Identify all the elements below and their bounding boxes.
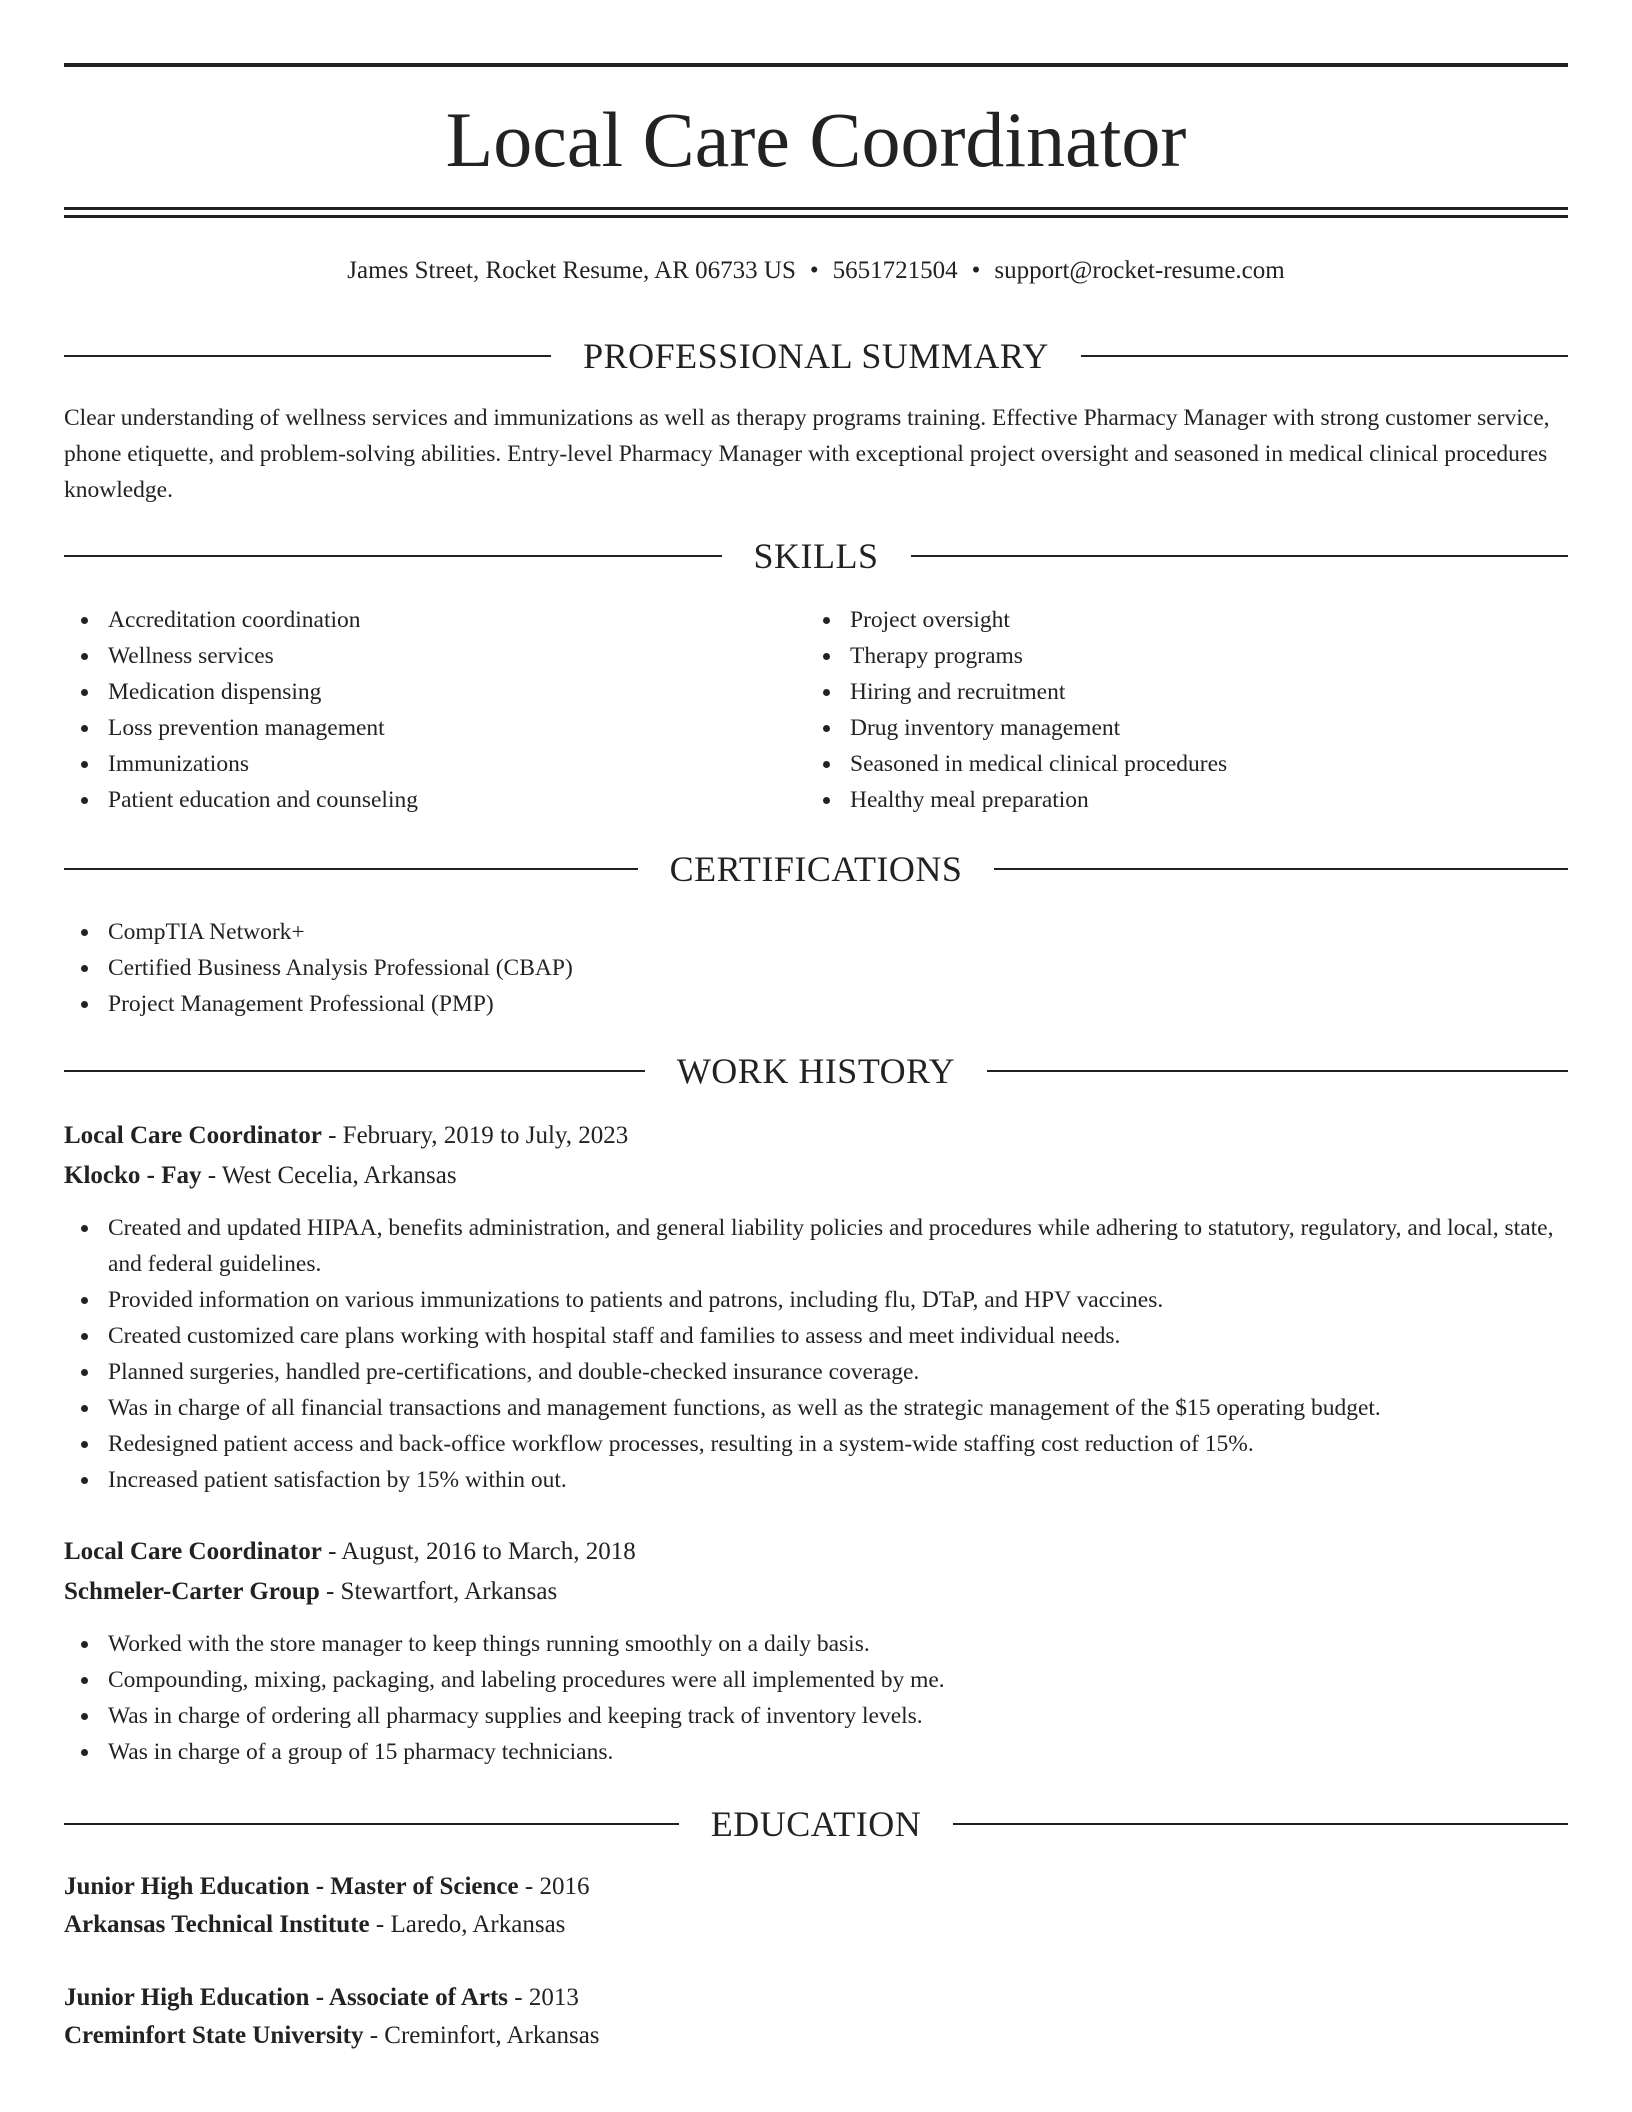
skill-item: Drug inventory management <box>806 710 1566 746</box>
skills-list-right <box>806 602 1566 818</box>
section-title: WORK HISTORY <box>676 1051 956 1091</box>
resume-name: Local Care Coordinator <box>445 96 1187 183</box>
skill-item: Seasoned in medical clinical procedures <box>806 746 1566 782</box>
heading-rule <box>953 1823 1568 1825</box>
education-degree-line <box>64 1978 579 2018</box>
skill-item: Immunizations <box>64 746 764 782</box>
education-school-line <box>64 1905 565 1945</box>
header-bottom-rule <box>64 207 1568 210</box>
job-dates: - February, 2019 to July, 2023 <box>321 1122 629 1149</box>
job-duty-item: Worked with the store manager to keep things running smoothly on a daily basis. <box>64 1626 1568 1662</box>
skill-item: Patient education and counseling <box>64 782 764 818</box>
contact-email: support@rocket-resume.com <box>994 257 1285 284</box>
section-heading-work-history <box>64 1051 1568 1091</box>
education-school: Creminfort State University <box>64 2022 364 2049</box>
education-degree-line <box>64 1867 589 1907</box>
job-duty-item: Was in charge of all financial transactions and management functions, as well as the strategic management of the $15 operating budget. <box>64 1390 1568 1426</box>
header-top-rule <box>64 63 1568 67</box>
heading-rule <box>987 1070 1568 1072</box>
contact-separator: • <box>971 257 981 284</box>
section-heading-skills <box>64 536 1568 576</box>
certification-item: CompTIA Network+ <box>64 914 1564 950</box>
heading-rule <box>1081 355 1568 357</box>
skill-item: Loss prevention management <box>64 710 764 746</box>
job-title-line <box>64 1116 628 1156</box>
contact-separator: • <box>809 257 819 284</box>
job-duty-item: Compounding, mixing, packaging, and labeling procedures were all implemented by me. <box>64 1662 1568 1698</box>
section-heading-education <box>64 1804 1568 1844</box>
job-duty-item: Planned surgeries, handled pre-certifications, and double-checked insurance coverage. <box>64 1354 1568 1390</box>
job-company: Schmeler-Carter Group <box>64 1578 320 1605</box>
heading-rule <box>64 868 638 870</box>
section-heading-summary <box>64 336 1568 376</box>
job-title-line <box>64 1532 636 1572</box>
heading-rule <box>64 1823 679 1825</box>
skill-item: Wellness services <box>64 638 764 674</box>
job-duty-item: Was in charge of a group of 15 pharmacy technicians. <box>64 1734 1568 1770</box>
certifications-list <box>64 914 1564 1022</box>
job-duty-item: Created and updated HIPAA, benefits administration, and general liability policies and procedures while adhering to statutory, regulatory, and local, state, and federal guidelines. <box>64 1210 1568 1282</box>
heading-rule <box>64 555 722 557</box>
skill-item: Healthy meal preparation <box>806 782 1566 818</box>
job-duty-item: Redesigned patient access and back-office workflow processes, resulting in a system-wide staffing cost reduction of 15%. <box>64 1426 1568 1462</box>
job-company-line <box>64 1156 457 1196</box>
header-bottom-rule-2 <box>64 215 1568 218</box>
education-year: - 2013 <box>508 1984 579 2011</box>
education-degree: Junior High Education - Master of Science <box>64 1873 519 1900</box>
job-dates: - August, 2016 to March, 2018 <box>321 1538 636 1565</box>
job-role: Local Care Coordinator <box>64 1538 322 1565</box>
skill-item: Project oversight <box>806 602 1566 638</box>
job-role: Local Care Coordinator <box>64 1122 322 1149</box>
skill-item: Medication dispensing <box>64 674 764 710</box>
section-title: CERTIFICATIONS <box>669 849 963 889</box>
heading-rule <box>64 1070 645 1072</box>
job-company-line <box>64 1572 557 1612</box>
heading-rule <box>911 555 1569 557</box>
heading-rule <box>64 355 551 357</box>
education-year: - 2016 <box>518 1873 590 1900</box>
section-title: SKILLS <box>753 536 879 576</box>
contact-address: James Street, Rocket Resume, AR 06733 US <box>347 257 796 284</box>
job-location: - Stewartfort, Arkansas <box>319 1578 558 1605</box>
contact-phone: 5651721504 <box>832 257 958 284</box>
heading-rule <box>994 868 1568 870</box>
job-duty-item: Created customized care plans working with hospital staff and families to assess and meet individual needs. <box>64 1318 1568 1354</box>
education-degree: Junior High Education - Associate of Arts <box>64 1984 509 2011</box>
certification-item: Project Management Professional (PMP) <box>64 986 1564 1022</box>
skill-item: Therapy programs <box>806 638 1566 674</box>
job-location: - West Cecelia, Arkansas <box>201 1162 457 1189</box>
job-duty-item: Provided information on various immunizations to patients and patrons, including flu, DTaP, and HPV vaccines. <box>64 1282 1568 1318</box>
job-duty-item: Increased patient satisfaction by 15% within out. <box>64 1462 1568 1498</box>
contact-line <box>64 253 1568 289</box>
certification-item: Certified Business Analysis Professional (CBAP) <box>64 950 1564 986</box>
section-heading-certifications <box>64 849 1568 889</box>
job-duty-item: Was in charge of ordering all pharmacy supplies and keeping track of inventory levels. <box>64 1698 1568 1734</box>
skill-item: Accreditation coordination <box>64 602 764 638</box>
skill-item: Hiring and recruitment <box>806 674 1566 710</box>
section-title: PROFESSIONAL SUMMARY <box>583 336 1049 376</box>
education-location: - Creminfort, Arkansas <box>363 2022 600 2049</box>
education-school-line <box>64 2016 600 2056</box>
summary-text: Clear understanding of wellness services and immunizations as well as therapy programs training. Effective Pharmacy Manager with strong customer service, phone etiquette, and problem-solving abilities. Entry-level Pharmacy Manager with exceptional project oversight and seasoned in medical clinical procedures knowledge. <box>64 405 1550 503</box>
skills-list-left <box>64 602 764 818</box>
education-school: Arkansas Technical Institute <box>64 1911 370 1938</box>
job-duties-list <box>64 1626 1568 1770</box>
section-title: EDUCATION <box>710 1804 922 1844</box>
job-company: Klocko - Fay <box>64 1162 202 1189</box>
education-location: - Laredo, Arkansas <box>369 1911 566 1938</box>
job-duties-list <box>64 1210 1568 1498</box>
